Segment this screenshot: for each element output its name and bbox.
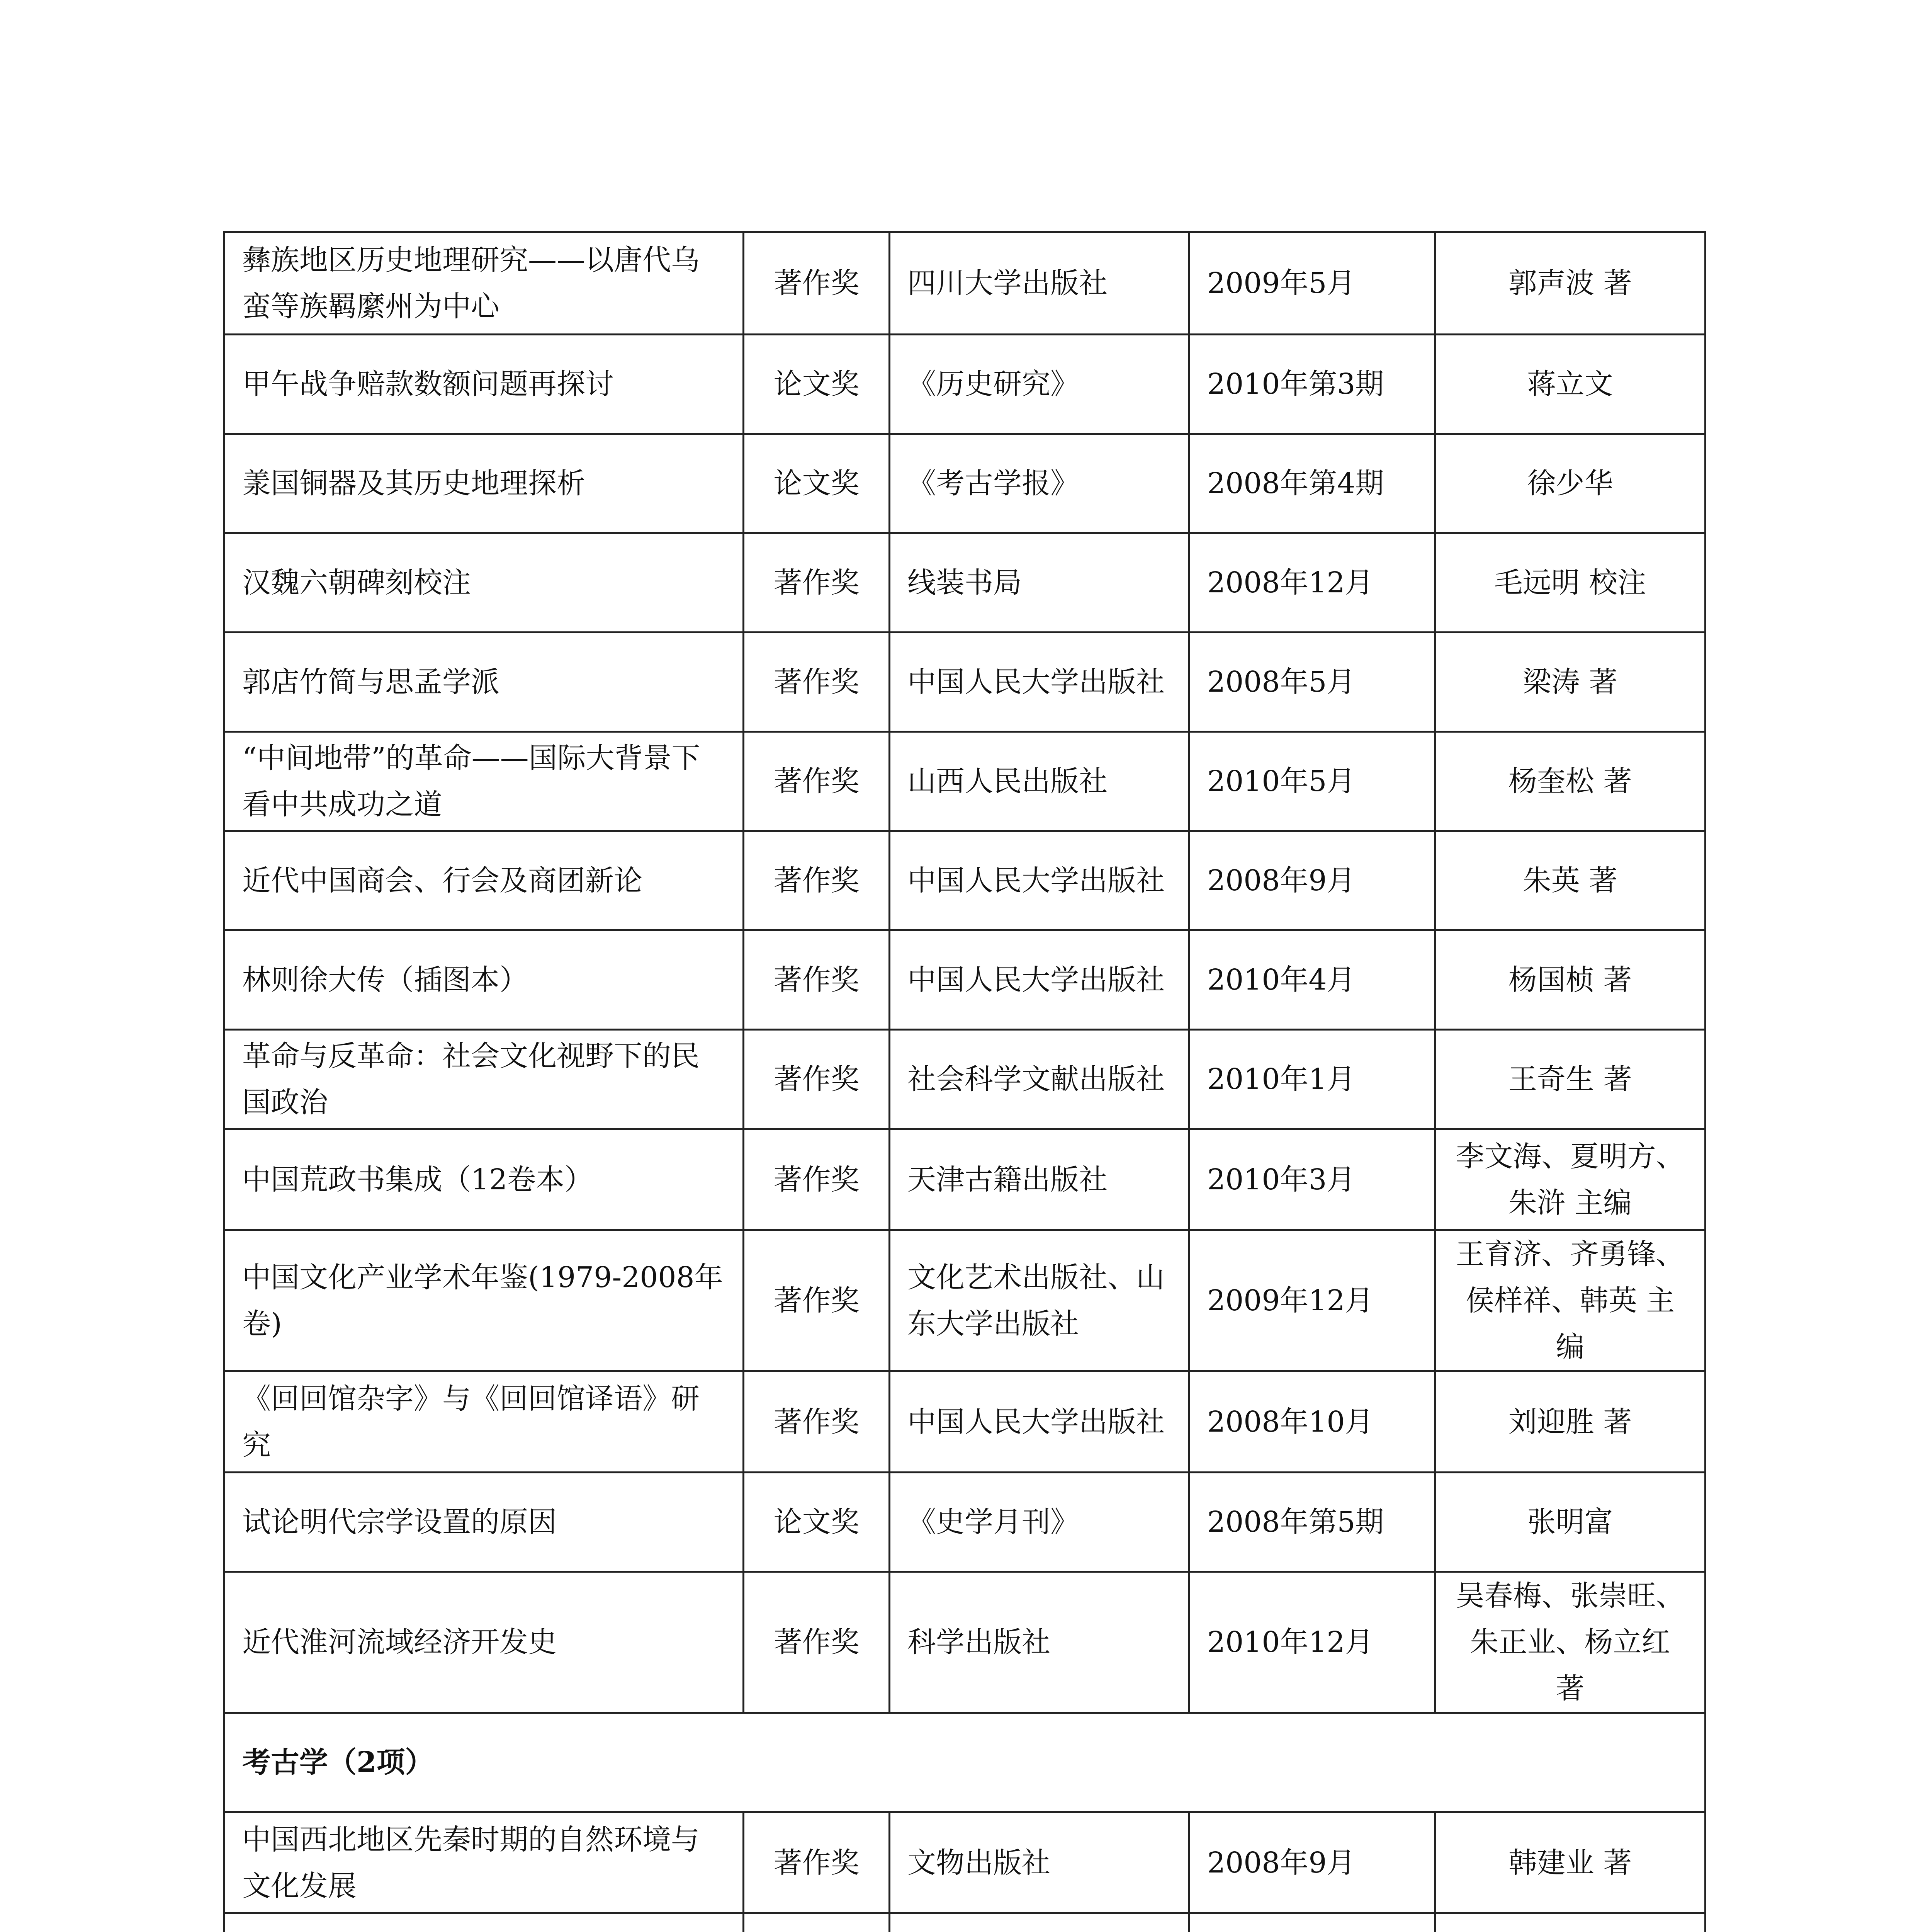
cell-title: 试论明代宗学设置的原因 bbox=[224, 1473, 744, 1572]
cell-award-type: 著作奖 bbox=[744, 1129, 890, 1230]
table-row bbox=[224, 1913, 1706, 1932]
section-header-row bbox=[224, 1713, 1706, 1812]
table-row bbox=[224, 533, 1706, 633]
table-row bbox=[224, 1030, 1706, 1129]
cell-award-type: 著作奖 bbox=[744, 1230, 890, 1371]
cell-author: 杨国桢 著 bbox=[1435, 930, 1706, 1030]
table-row bbox=[224, 232, 1706, 335]
cell-award-type: 论文奖 bbox=[744, 1473, 890, 1572]
cell-date: 2008年5月 bbox=[1189, 633, 1435, 732]
cell-author: 蒋立文 bbox=[1435, 335, 1706, 434]
cell-author: 吴春梅、张崇旺、朱正业、杨立红 著 bbox=[1435, 1572, 1706, 1713]
cell-award-type: 著作奖 bbox=[744, 1371, 890, 1473]
cell-title: “中间地带”的革命——国际大背景下看中共成功之道 bbox=[224, 732, 744, 831]
cell-date: 2008年10月 bbox=[1189, 1371, 1435, 1473]
cell-publisher: 《考古学报》 bbox=[890, 434, 1189, 533]
cell-title: 《回回馆杂字》与《回回馆译语》研究 bbox=[224, 1371, 744, 1473]
cell-award-type: 论文奖 bbox=[744, 434, 890, 533]
cell-publisher: 文化艺术出版社、山东大学出版社 bbox=[890, 1230, 1189, 1371]
cell-publisher: 中国人民大学出版社 bbox=[890, 930, 1189, 1030]
cell-publisher bbox=[890, 1913, 1189, 1932]
cell-title: 郭店竹简与思孟学派 bbox=[224, 633, 744, 732]
cell-title: 甲午战争赔款数额问题再探讨 bbox=[224, 335, 744, 434]
cell-title: 羕国铜器及其历史地理探析 bbox=[224, 434, 744, 533]
cell-date: 2008年12月 bbox=[1189, 533, 1435, 633]
cell-author: 梁涛 著 bbox=[1435, 633, 1706, 732]
cell-title: 中国荒政书集成（12卷本） bbox=[224, 1129, 744, 1230]
cell-publisher: 中国人民大学出版社 bbox=[890, 831, 1189, 930]
cell-award-type: 著作奖 bbox=[744, 533, 890, 633]
cell-publisher: 《史学月刊》 bbox=[890, 1473, 1189, 1572]
cell-title: 林则徐大传（插图本） bbox=[224, 930, 744, 1030]
cell-award-type: 论文奖 bbox=[744, 335, 890, 434]
cell-date: 2010年5月 bbox=[1189, 732, 1435, 831]
cell-author: 韩建业 著 bbox=[1435, 1812, 1706, 1913]
cell-award-type: 著作奖 bbox=[744, 831, 890, 930]
cell-author: 郭声波 著 bbox=[1435, 232, 1706, 335]
awards-table-body bbox=[224, 232, 1706, 1932]
cell-publisher: 四川大学出版社 bbox=[890, 232, 1189, 335]
table-row bbox=[224, 434, 1706, 533]
cell-author: 王育济、齐勇锋、侯样祥、韩英 主编 bbox=[1435, 1230, 1706, 1371]
cell-date: 2008年9月 bbox=[1189, 1812, 1435, 1913]
cell-award-type: 著作奖 bbox=[744, 1812, 890, 1913]
cell-author: 王奇生 著 bbox=[1435, 1030, 1706, 1129]
cell-author: 李文海、夏明方、朱浒 主编 bbox=[1435, 1129, 1706, 1230]
table-row bbox=[224, 1473, 1706, 1572]
cell-award-type: 著作奖 bbox=[744, 1572, 890, 1713]
cell-author: 毛远明 校注 bbox=[1435, 533, 1706, 633]
cell-title: 革命与反革命：社会文化视野下的民国政治 bbox=[224, 1030, 744, 1129]
cell-date: 2009年12月 bbox=[1189, 1230, 1435, 1371]
cell-publisher: 线装书局 bbox=[890, 533, 1189, 633]
table-row bbox=[224, 930, 1706, 1030]
table-row bbox=[224, 633, 1706, 732]
cell-title: 近代中国商会、行会及商团新论 bbox=[224, 831, 744, 930]
cell-date bbox=[1189, 1913, 1435, 1932]
cell-publisher: 科学出版社 bbox=[890, 1572, 1189, 1713]
cell-publisher: 山西人民出版社 bbox=[890, 732, 1189, 831]
cell-date: 2010年第3期 bbox=[1189, 335, 1435, 434]
cell-date: 2010年12月 bbox=[1189, 1572, 1435, 1713]
awards-table bbox=[223, 231, 1706, 1932]
cell-author: 张明富 bbox=[1435, 1473, 1706, 1572]
cell-title bbox=[224, 1913, 744, 1932]
cell-award-type bbox=[744, 1913, 890, 1932]
cell-publisher: 《历史研究》 bbox=[890, 335, 1189, 434]
cell-award-type: 著作奖 bbox=[744, 1030, 890, 1129]
table-row bbox=[224, 1572, 1706, 1713]
cell-award-type: 著作奖 bbox=[744, 732, 890, 831]
table-row bbox=[224, 335, 1706, 434]
cell-award-type: 著作奖 bbox=[744, 930, 890, 1030]
table-row bbox=[224, 1230, 1706, 1371]
cell-author: 朱英 著 bbox=[1435, 831, 1706, 930]
cell-publisher: 中国人民大学出版社 bbox=[890, 633, 1189, 732]
table-row bbox=[224, 1129, 1706, 1230]
cell-award-type: 著作奖 bbox=[744, 633, 890, 732]
cell-title: 汉魏六朝碑刻校注 bbox=[224, 533, 744, 633]
cell-author: 徐少华 bbox=[1435, 434, 1706, 533]
cell-title: 彝族地区历史地理研究——以唐代乌蛮等族羁縻州为中心 bbox=[224, 232, 744, 335]
cell-date: 2008年9月 bbox=[1189, 831, 1435, 930]
cell-author bbox=[1435, 1913, 1706, 1932]
cell-publisher: 中国人民大学出版社 bbox=[890, 1371, 1189, 1473]
cell-author: 杨奎松 著 bbox=[1435, 732, 1706, 831]
cell-publisher: 天津古籍出版社 bbox=[890, 1129, 1189, 1230]
table-row bbox=[224, 831, 1706, 930]
cell-award-type: 著作奖 bbox=[744, 232, 890, 335]
cell-publisher: 社会科学文献出版社 bbox=[890, 1030, 1189, 1129]
table-row bbox=[224, 732, 1706, 831]
cell-date: 2008年第4期 bbox=[1189, 434, 1435, 533]
cell-author: 刘迎胜 著 bbox=[1435, 1371, 1706, 1473]
cell-title: 中国文化产业学术年鉴(1979-2008年卷) bbox=[224, 1230, 744, 1371]
cell-date: 2010年1月 bbox=[1189, 1030, 1435, 1129]
cell-publisher: 文物出版社 bbox=[890, 1812, 1189, 1913]
section-title: 考古学（2项） bbox=[224, 1713, 1706, 1812]
table-row bbox=[224, 1812, 1706, 1913]
cell-date: 2009年5月 bbox=[1189, 232, 1435, 335]
table-row bbox=[224, 1371, 1706, 1473]
cell-title: 中国西北地区先秦时期的自然环境与文化发展 bbox=[224, 1812, 744, 1913]
cell-date: 2008年第5期 bbox=[1189, 1473, 1435, 1572]
cell-title: 近代淮河流域经济开发史 bbox=[224, 1572, 744, 1713]
cell-date: 2010年3月 bbox=[1189, 1129, 1435, 1230]
cell-date: 2010年4月 bbox=[1189, 930, 1435, 1030]
